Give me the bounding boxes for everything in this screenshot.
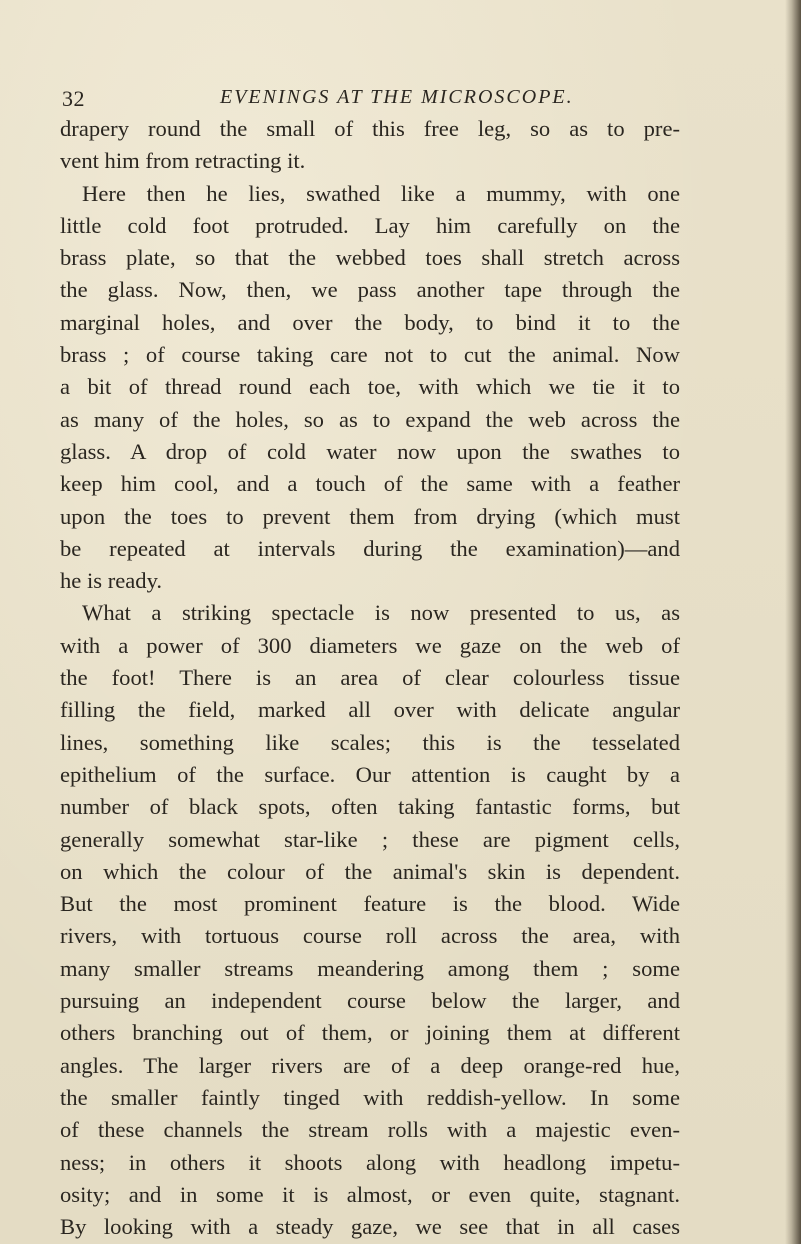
text-line: with a power of 300 diameters we gaze on the web of <box>60 632 680 658</box>
text-line: brass ; of course taking care not to cut the animal. Now <box>60 342 680 368</box>
text-line: upon the toes to prevent them from drying (which must <box>60 503 680 529</box>
text-line: the foot! There is an area of clear colourless tissue <box>60 665 680 691</box>
text-line: the smaller faintly tinged with reddish-yellow. In some <box>60 1084 680 1110</box>
text-line: others branching out of them, or joining them at different <box>60 1020 680 1046</box>
running-head <box>0 86 801 116</box>
text-line: Here then he lies, swathed like a mummy, with one <box>82 180 680 206</box>
text-line: the glass. Now, then, we pass another tape through the <box>60 277 680 303</box>
page-number: 32 <box>62 86 85 111</box>
page-edge-shadow <box>785 0 801 1244</box>
text-line: of these channels the stream rolls with a majestic even- <box>60 1117 680 1143</box>
text-line: pursuing an independent course below the larger, and <box>60 988 680 1014</box>
text-line: What a striking spectacle is now presented to us, as <box>82 600 680 626</box>
text-line: a bit of thread round each toe, with which we tie it to <box>60 374 680 400</box>
text-line: be repeated at intervals during the examination)—and <box>60 535 680 561</box>
text-line: lines, something like scales; this is the tesselated <box>60 729 680 755</box>
text-line: keep him cool, and a touch of the same with a feather <box>60 471 680 497</box>
text-line: drapery round the small of this free leg, so as to pre- <box>60 116 680 141</box>
text-line: little cold foot protruded. Lay him carefully on the <box>60 212 680 238</box>
text-line: ness; in others it shoots along with headlong impetu- <box>60 1149 680 1175</box>
text-line: osity; and in some it is almost, or even quite, stagnant. <box>60 1181 680 1207</box>
text-line: But the most prominent feature is the blood. Wide <box>60 891 680 917</box>
text-line: vent him from retracting it. <box>60 148 306 174</box>
text-line: on which the colour of the animal's skin is dependent. <box>60 858 680 884</box>
text-line: generally somewhat star-like ; these are pigment cells, <box>60 826 680 852</box>
running-title: EVENINGS AT THE MICROSCOPE. <box>220 86 574 108</box>
body-text <box>60 113 680 1243</box>
text-line: epithelium of the surface. Our attention is caught by a <box>60 761 680 787</box>
text-line: By looking with a steady gaze, we see that in all cases <box>60 1214 680 1240</box>
text-line: rivers, with tortuous course roll across the area, with <box>60 923 680 949</box>
text-line: glass. A drop of cold water now upon the swathes to <box>60 438 680 464</box>
text-line: many smaller streams meandering among them ; some <box>60 955 680 981</box>
text-line: number of black spots, often taking fantastic forms, but <box>60 794 680 820</box>
text-line: marginal holes, and over the body, to bind it to the <box>60 309 680 335</box>
text-line: filling the field, marked all over with delicate angular <box>60 697 680 723</box>
text-line: he is ready. <box>60 568 163 594</box>
text-line: brass plate, so that the webbed toes shall stretch across <box>60 245 680 271</box>
text-line: angles. The larger rivers are of a deep orange-red hue, <box>60 1052 680 1078</box>
text-line: as many of the holes, so as to expand the web across the <box>60 406 680 432</box>
